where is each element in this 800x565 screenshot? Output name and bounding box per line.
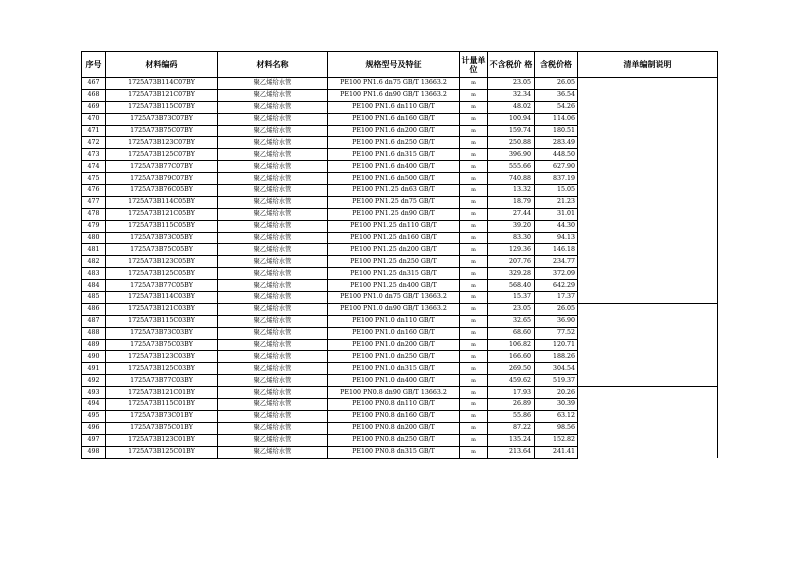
cell-seq: 491 (82, 363, 106, 375)
cell-seq: 470 (82, 113, 106, 125)
cell-note (578, 196, 718, 208)
cell-spec: PE100 PN1.25 dn160 GB/T (328, 232, 460, 244)
cell-name: 聚乙烯给水管 (218, 446, 328, 458)
cell-spec: PE100 PN1.25 dn315 GB/T (328, 268, 460, 280)
cell-note (578, 113, 718, 125)
cell-seq: 474 (82, 161, 106, 173)
cell-seq: 476 (82, 185, 106, 197)
cell-pre-tax-price: 32.65 (488, 315, 535, 327)
price-list-table (81, 51, 718, 459)
cell-code: 1725A73B121C01BY (106, 387, 218, 399)
cell-code: 1725A73B75C03BY (106, 339, 218, 351)
header-seq: 序号 (82, 52, 106, 78)
cell-with-tax-price: 26.05 (535, 303, 578, 315)
cell-pre-tax-price: 39.20 (488, 220, 535, 232)
cell-with-tax-price: 114.06 (535, 113, 578, 125)
cell-spec: PE100 PN0.8 dn90 GB/T 13663.2 (328, 387, 460, 399)
cell-note (578, 244, 718, 256)
cell-with-tax-price: 627.90 (535, 161, 578, 173)
table-row (82, 446, 718, 458)
header-with-tax-price: 含税价格 (535, 52, 578, 78)
cell-code: 1725A73B73C05BY (106, 232, 218, 244)
cell-code: 1725A73B121C03BY (106, 303, 218, 315)
cell-with-tax-price: 77.52 (535, 327, 578, 339)
cell-name: 聚乙烯给水管 (218, 173, 328, 185)
cell-spec: PE100 PN0.8 dn315 GB/T (328, 446, 460, 458)
cell-pre-tax-price: 213.64 (488, 446, 535, 458)
cell-note (578, 161, 718, 173)
cell-code: 1725A73B77C03BY (106, 375, 218, 387)
cell-code: 1725A73B114C07BY (106, 78, 218, 90)
cell-name: 聚乙烯给水管 (218, 375, 328, 387)
cell-unit: m (460, 101, 488, 113)
table-row (82, 303, 718, 315)
cell-spec: PE100 PN1.25 dn400 GB/T (328, 280, 460, 292)
cell-spec: PE100 PN1.25 dn200 GB/T (328, 244, 460, 256)
cell-spec: PE100 PN1.6 dn500 GB/T (328, 173, 460, 185)
cell-note (578, 422, 718, 434)
cell-with-tax-price: 36.54 (535, 89, 578, 101)
cell-spec: PE100 PN1.0 dn75 GB/T 13663.2 (328, 292, 460, 304)
cell-code: 1725A73B73C01BY (106, 410, 218, 422)
cell-spec: PE100 PN1.0 dn250 GB/T (328, 351, 460, 363)
cell-name: 聚乙烯给水管 (218, 113, 328, 125)
cell-with-tax-price: 152.82 (535, 434, 578, 446)
cell-with-tax-price: 642.29 (535, 280, 578, 292)
cell-code: 1725A73B75C07BY (106, 125, 218, 137)
header-code: 材料编码 (106, 52, 218, 78)
cell-seq: 489 (82, 339, 106, 351)
cell-seq: 497 (82, 434, 106, 446)
cell-name: 聚乙烯给水管 (218, 78, 328, 90)
table-row (82, 113, 718, 125)
cell-name: 聚乙烯给水管 (218, 422, 328, 434)
cell-spec: PE100 PN1.0 dn90 GB/T 13663.2 (328, 303, 460, 315)
cell-spec: PE100 PN1.6 dn400 GB/T (328, 161, 460, 173)
cell-note (578, 89, 718, 101)
cell-name: 聚乙烯给水管 (218, 149, 328, 161)
cell-with-tax-price: 17.37 (535, 292, 578, 304)
cell-unit: m (460, 375, 488, 387)
cell-name: 聚乙烯给水管 (218, 387, 328, 399)
cell-with-tax-price: 36.90 (535, 315, 578, 327)
cell-code: 1725A73B125C07BY (106, 149, 218, 161)
cell-with-tax-price: 234.77 (535, 256, 578, 268)
cell-unit: m (460, 89, 488, 101)
cell-unit: m (460, 434, 488, 446)
cell-spec: PE100 PN1.6 dn200 GB/T (328, 125, 460, 137)
cell-code: 1725A73B123C05BY (106, 256, 218, 268)
table-row (82, 315, 718, 327)
cell-name: 聚乙烯给水管 (218, 434, 328, 446)
cell-seq: 498 (82, 446, 106, 458)
cell-with-tax-price: 44.30 (535, 220, 578, 232)
table-row (82, 280, 718, 292)
cell-code: 1725A73B125C01BY (106, 446, 218, 458)
cell-with-tax-price: 180.51 (535, 125, 578, 137)
table-row (82, 196, 718, 208)
cell-with-tax-price: 98.56 (535, 422, 578, 434)
cell-unit: m (460, 410, 488, 422)
cell-pre-tax-price: 159.74 (488, 125, 535, 137)
cell-note (578, 125, 718, 137)
cell-pre-tax-price: 568.40 (488, 280, 535, 292)
cell-pre-tax-price: 250.88 (488, 137, 535, 149)
cell-unit: m (460, 351, 488, 363)
cell-name: 聚乙烯给水管 (218, 101, 328, 113)
cell-spec: PE100 PN0.8 dn160 GB/T (328, 410, 460, 422)
cell-note (578, 292, 718, 304)
table-row (82, 173, 718, 185)
cell-name: 聚乙烯给水管 (218, 185, 328, 197)
cell-note (578, 315, 718, 327)
cell-seq: 481 (82, 244, 106, 256)
cell-pre-tax-price: 15.37 (488, 292, 535, 304)
cell-note (578, 149, 718, 161)
cell-name: 聚乙烯给水管 (218, 280, 328, 292)
cell-note (578, 446, 718, 458)
cell-unit: m (460, 185, 488, 197)
cell-spec: PE100 PN1.6 dn75 GB/T 13663.2 (328, 78, 460, 90)
cell-seq: 488 (82, 327, 106, 339)
cell-seq: 468 (82, 89, 106, 101)
cell-seq: 478 (82, 208, 106, 220)
cell-unit: m (460, 149, 488, 161)
header-spec: 规格型号及特征 (328, 52, 460, 78)
cell-note (578, 173, 718, 185)
cell-note (578, 363, 718, 375)
cell-with-tax-price: 372.09 (535, 268, 578, 280)
table-row (82, 256, 718, 268)
cell-note (578, 327, 718, 339)
cell-pre-tax-price: 396.90 (488, 149, 535, 161)
cell-name: 聚乙烯给水管 (218, 161, 328, 173)
table-row (82, 399, 718, 411)
cell-pre-tax-price: 555.66 (488, 161, 535, 173)
cell-seq: 487 (82, 315, 106, 327)
table-row (82, 292, 718, 304)
cell-spec: PE100 PN0.8 dn200 GB/T (328, 422, 460, 434)
cell-name: 聚乙烯给水管 (218, 125, 328, 137)
header-pre-tax-price: 不含税价 格 (488, 52, 535, 78)
cell-spec: PE100 PN1.25 dn250 GB/T (328, 256, 460, 268)
cell-name: 聚乙烯给水管 (218, 399, 328, 411)
cell-seq: 467 (82, 78, 106, 90)
cell-unit: m (460, 244, 488, 256)
cell-pre-tax-price: 32.34 (488, 89, 535, 101)
table-row (82, 232, 718, 244)
table-row (82, 149, 718, 161)
cell-unit: m (460, 339, 488, 351)
table-row (82, 89, 718, 101)
cell-note (578, 387, 718, 399)
table-row (82, 410, 718, 422)
cell-note (578, 351, 718, 363)
cell-pre-tax-price: 55.86 (488, 410, 535, 422)
cell-code: 1725A73B75C01BY (106, 422, 218, 434)
table-row (82, 268, 718, 280)
cell-pre-tax-price: 329.28 (488, 268, 535, 280)
cell-name: 聚乙烯给水管 (218, 244, 328, 256)
table-row (82, 351, 718, 363)
cell-pre-tax-price: 17.93 (488, 387, 535, 399)
cell-seq: 475 (82, 173, 106, 185)
cell-note (578, 375, 718, 387)
cell-spec: PE100 PN1.6 dn160 GB/T (328, 113, 460, 125)
cell-spec: PE100 PN1.25 dn110 GB/T (328, 220, 460, 232)
table-row (82, 137, 718, 149)
cell-code: 1725A73B75C05BY (106, 244, 218, 256)
cell-spec: PE100 PN1.25 dn75 GB/T (328, 196, 460, 208)
cell-spec: PE100 PN0.8 dn250 GB/T (328, 434, 460, 446)
cell-name: 聚乙烯给水管 (218, 410, 328, 422)
cell-pre-tax-price: 166.60 (488, 351, 535, 363)
cell-pre-tax-price: 106.82 (488, 339, 535, 351)
table-row (82, 220, 718, 232)
cell-code: 1725A73B123C07BY (106, 137, 218, 149)
cell-name: 聚乙烯给水管 (218, 208, 328, 220)
cell-with-tax-price: 15.05 (535, 185, 578, 197)
cell-name: 聚乙烯给水管 (218, 351, 328, 363)
cell-pre-tax-price: 269.50 (488, 363, 535, 375)
cell-pre-tax-price: 129.36 (488, 244, 535, 256)
cell-with-tax-price: 448.50 (535, 149, 578, 161)
cell-name: 聚乙烯给水管 (218, 327, 328, 339)
cell-pre-tax-price: 68.60 (488, 327, 535, 339)
cell-with-tax-price: 26.05 (535, 78, 578, 90)
cell-note (578, 280, 718, 292)
table-row (82, 244, 718, 256)
cell-unit: m (460, 303, 488, 315)
cell-with-tax-price: 283.49 (535, 137, 578, 149)
cell-pre-tax-price: 26.89 (488, 399, 535, 411)
cell-spec: PE100 PN1.0 dn160 GB/T (328, 327, 460, 339)
cell-with-tax-price: 304.54 (535, 363, 578, 375)
cell-pre-tax-price: 13.32 (488, 185, 535, 197)
cell-spec: PE100 PN1.0 dn200 GB/T (328, 339, 460, 351)
cell-code: 1725A73B115C03BY (106, 315, 218, 327)
cell-code: 1725A73B123C01BY (106, 434, 218, 446)
cell-note (578, 185, 718, 197)
cell-name: 聚乙烯给水管 (218, 89, 328, 101)
cell-unit: m (460, 268, 488, 280)
cell-unit: m (460, 232, 488, 244)
cell-seq: 473 (82, 149, 106, 161)
cell-code: 1725A73B79C07BY (106, 173, 218, 185)
cell-seq: 477 (82, 196, 106, 208)
cell-code: 1725A73B115C05BY (106, 220, 218, 232)
cell-name: 聚乙烯给水管 (218, 363, 328, 375)
cell-code: 1725A73B115C01BY (106, 399, 218, 411)
cell-seq: 483 (82, 268, 106, 280)
cell-unit: m (460, 196, 488, 208)
cell-note (578, 339, 718, 351)
cell-pre-tax-price: 135.24 (488, 434, 535, 446)
cell-pre-tax-price: 83.30 (488, 232, 535, 244)
cell-unit: m (460, 137, 488, 149)
cell-unit: m (460, 113, 488, 125)
cell-with-tax-price: 20.26 (535, 387, 578, 399)
cell-with-tax-price: 54.26 (535, 101, 578, 113)
cell-unit: m (460, 78, 488, 90)
cell-spec: PE100 PN1.25 dn63 GB/T (328, 185, 460, 197)
cell-name: 聚乙烯给水管 (218, 303, 328, 315)
cell-code: 1725A73B76C05BY (106, 185, 218, 197)
table-row (82, 101, 718, 113)
cell-note (578, 303, 718, 315)
cell-unit: m (460, 422, 488, 434)
table-row (82, 434, 718, 446)
table-row (82, 375, 718, 387)
cell-code: 1725A73B77C05BY (106, 280, 218, 292)
cell-note (578, 410, 718, 422)
cell-spec: PE100 PN1.25 dn90 GB/T (328, 208, 460, 220)
cell-pre-tax-price: 459.62 (488, 375, 535, 387)
cell-name: 聚乙烯给水管 (218, 137, 328, 149)
cell-unit: m (460, 363, 488, 375)
cell-code: 1725A73B125C03BY (106, 363, 218, 375)
cell-seq: 471 (82, 125, 106, 137)
cell-with-tax-price: 31.01 (535, 208, 578, 220)
cell-seq: 490 (82, 351, 106, 363)
cell-seq: 484 (82, 280, 106, 292)
cell-seq: 495 (82, 410, 106, 422)
cell-code: 1725A73B115C07BY (106, 101, 218, 113)
cell-unit: m (460, 220, 488, 232)
cell-pre-tax-price: 87.22 (488, 422, 535, 434)
cell-unit: m (460, 125, 488, 137)
cell-with-tax-price: 94.13 (535, 232, 578, 244)
table-row (82, 387, 718, 399)
cell-unit: m (460, 387, 488, 399)
table-row (82, 78, 718, 90)
cell-with-tax-price: 21.23 (535, 196, 578, 208)
cell-name: 聚乙烯给水管 (218, 268, 328, 280)
cell-with-tax-price: 30.39 (535, 399, 578, 411)
cell-spec: PE100 PN1.6 dn315 GB/T (328, 149, 460, 161)
cell-code: 1725A73B121C05BY (106, 208, 218, 220)
cell-with-tax-price: 146.18 (535, 244, 578, 256)
cell-note (578, 78, 718, 90)
cell-code: 1725A73B73C07BY (106, 113, 218, 125)
cell-unit: m (460, 208, 488, 220)
cell-unit: m (460, 161, 488, 173)
cell-note (578, 434, 718, 446)
cell-seq: 472 (82, 137, 106, 149)
cell-name: 聚乙烯给水管 (218, 339, 328, 351)
cell-unit: m (460, 327, 488, 339)
cell-seq: 479 (82, 220, 106, 232)
header-row (82, 52, 718, 78)
cell-code: 1725A73B73C03BY (106, 327, 218, 339)
cell-note (578, 208, 718, 220)
cell-spec: PE100 PN1.0 dn110 GB/T (328, 315, 460, 327)
cell-unit: m (460, 399, 488, 411)
table-row (82, 339, 718, 351)
table-row (82, 422, 718, 434)
cell-pre-tax-price: 27.44 (488, 208, 535, 220)
table-row (82, 185, 718, 197)
cell-note (578, 137, 718, 149)
table-row (82, 327, 718, 339)
cell-unit: m (460, 256, 488, 268)
cell-spec: PE100 PN1.6 dn250 GB/T (328, 137, 460, 149)
cell-seq: 492 (82, 375, 106, 387)
table-body (82, 78, 718, 459)
cell-pre-tax-price: 23.05 (488, 78, 535, 90)
cell-seq: 486 (82, 303, 106, 315)
cell-unit: m (460, 292, 488, 304)
cell-with-tax-price: 519.37 (535, 375, 578, 387)
cell-spec: PE100 PN1.6 dn90 GB/T 13663.2 (328, 89, 460, 101)
table-row (82, 125, 718, 137)
cell-unit: m (460, 315, 488, 327)
cell-code: 1725A73B121C07BY (106, 89, 218, 101)
cell-with-tax-price: 837.19 (535, 173, 578, 185)
cell-with-tax-price: 63.12 (535, 410, 578, 422)
cell-note (578, 101, 718, 113)
cell-note (578, 256, 718, 268)
cell-with-tax-price: 241.41 (535, 446, 578, 458)
cell-code: 1725A73B77C07BY (106, 161, 218, 173)
cell-note (578, 399, 718, 411)
cell-note (578, 268, 718, 280)
cell-code: 1725A73B123C03BY (106, 351, 218, 363)
cell-seq: 494 (82, 399, 106, 411)
table-row (82, 208, 718, 220)
cell-spec: PE100 PN1.6 dn110 GB/T (328, 101, 460, 113)
cell-note (578, 232, 718, 244)
cell-code: 1725A73B125C05BY (106, 268, 218, 280)
cell-with-tax-price: 188.26 (535, 351, 578, 363)
cell-code: 1725A73B114C03BY (106, 292, 218, 304)
cell-note (578, 220, 718, 232)
cell-seq: 480 (82, 232, 106, 244)
cell-spec: PE100 PN0.8 dn110 GB/T (328, 399, 460, 411)
table-row (82, 363, 718, 375)
cell-seq: 485 (82, 292, 106, 304)
cell-code: 1725A73B114C05BY (106, 196, 218, 208)
cell-seq: 482 (82, 256, 106, 268)
cell-spec: PE100 PN1.0 dn400 GB/T (328, 375, 460, 387)
cell-unit: m (460, 280, 488, 292)
cell-name: 聚乙烯给水管 (218, 220, 328, 232)
cell-pre-tax-price: 740.88 (488, 173, 535, 185)
header-note: 清单编制说明 (578, 52, 718, 78)
cell-seq: 493 (82, 387, 106, 399)
cell-seq: 496 (82, 422, 106, 434)
cell-pre-tax-price: 18.79 (488, 196, 535, 208)
cell-name: 聚乙烯给水管 (218, 256, 328, 268)
cell-unit: m (460, 446, 488, 458)
header-unit: 计量单位 (460, 52, 488, 78)
cell-pre-tax-price: 48.02 (488, 101, 535, 113)
cell-pre-tax-price: 23.05 (488, 303, 535, 315)
cell-pre-tax-price: 207.76 (488, 256, 535, 268)
cell-spec: PE100 PN1.0 dn315 GB/T (328, 363, 460, 375)
cell-name: 聚乙烯给水管 (218, 232, 328, 244)
cell-name: 聚乙烯给水管 (218, 196, 328, 208)
cell-name: 聚乙烯给水管 (218, 292, 328, 304)
cell-with-tax-price: 120.71 (535, 339, 578, 351)
table-row (82, 161, 718, 173)
cell-seq: 469 (82, 101, 106, 113)
cell-name: 聚乙烯给水管 (218, 315, 328, 327)
cell-pre-tax-price: 100.94 (488, 113, 535, 125)
header-name: 材料名称 (218, 52, 328, 78)
cell-unit: m (460, 173, 488, 185)
